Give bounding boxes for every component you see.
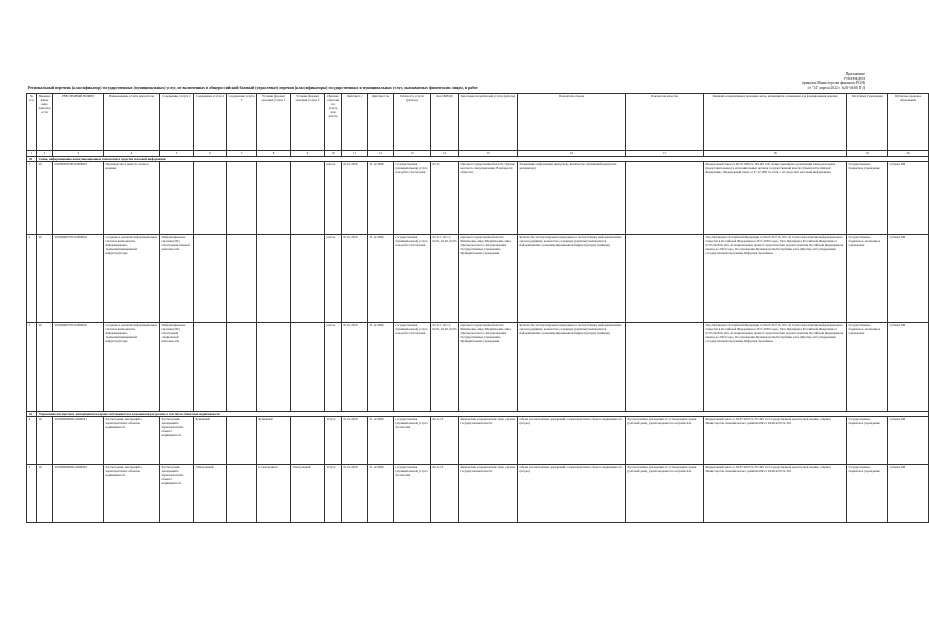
table-row — [27, 323, 929, 412]
cell-acts: Указ Президента Российской Федерации от 09.05.2017 № 203 «О Стратегии развития информационного общества в Российской Федерации на 2017-2030 годы»; Указ Президента Российской Федерации от 07.05.2018 № 204 «О национальных целях и стратегических задачах развития Российской Федерации на период до 2024 года»; Постановление Правительства Республики Саха (Якутия) «Об утверждении государственной программы Цифровая экономика» — [704, 323, 847, 412]
cell-ppo: Субъект РФ — [888, 323, 929, 412]
approval-line-4: от "14" апреля 2022 г. №01-04/60 П-Д — [807, 85, 865, 90]
column-number: 6 — [194, 151, 227, 157]
column-header: Показатели качества — [626, 94, 704, 151]
table-row — [27, 235, 929, 323]
column-header: Наименование вида деятельности — [37, 94, 53, 151]
cell-to: 31.12.2099 — [368, 323, 394, 412]
cell-num: 3 — [27, 323, 37, 412]
column-header: № п/п — [27, 94, 37, 151]
cell-to: 31.12.2099 — [368, 162, 394, 235]
cell-okved: 63.12 — [431, 162, 459, 235]
column-number: 8 — [257, 151, 291, 157]
table-row — [27, 162, 929, 235]
cell-types: Государственное бюджетное учреждение — [847, 465, 888, 523]
column-number: 11 — [342, 151, 368, 157]
column-header: Признак отнесения к услуге или работе — [325, 94, 342, 151]
cell-name: Создание и развитие информационных систем и компонентов информационно-телекоммуникационной инфраструктуры — [104, 235, 160, 323]
section-title: Управление имуществом, находящимся на праве собственности и земельными ресурсами, в том числе объектами недвижимости — [37, 412, 929, 417]
cell-f2 — [291, 162, 325, 235]
approval-line-2: УТВЕРЖДЕН — [843, 76, 865, 81]
column-header: РЕЕСТРОВЫЙ НОМЕР — [53, 94, 104, 151]
cell-name: Производство и выпуск сетевого издания — [104, 162, 160, 235]
column-header: Тип (типы) учреждения — [847, 94, 888, 151]
column-header: Код ОКВЭД — [431, 94, 459, 151]
column-header: Действует по — [368, 94, 394, 151]
cell-volume: Размещение информации (выпусков), Количество публикаций (выпусков, материалов) — [518, 162, 626, 235]
cell-f1: Бумажный — [257, 417, 291, 465]
cell-ppo: Субъект РФ — [888, 162, 929, 235]
column-header: Действует с — [342, 94, 368, 151]
cell-to: 31.12.2099 — [368, 235, 394, 323]
cell-quality: Рассмотренные декларации об установлении сроков (рабочий день), удовлетворенность потребителя — [626, 465, 704, 523]
cell-c3 — [227, 417, 257, 465]
cell-types: Государственное бюджетное учреждение — [847, 162, 888, 235]
section-title: Связь, информационно-коммуникационные технологии и средства массовой информации — [37, 157, 929, 162]
column-header: Показатели объема — [518, 94, 626, 151]
cell-quality: Рассмотренные декларации об установлении сроков (рабочий день), удовлетворенность потребителя — [626, 417, 704, 465]
cell-ppo: Субъект РФ — [888, 235, 929, 323]
column-number: 16 — [518, 151, 626, 157]
cell-from: 01.01.2020 — [342, 323, 368, 412]
cell-c1: Информационные системы (ИС) обеспечения типовой деятельности — [160, 235, 194, 323]
column-number: 15 — [459, 151, 518, 157]
column-number: 13 — [394, 151, 431, 157]
column-number: 10 — [325, 151, 342, 157]
cell-quality — [626, 235, 704, 323]
column-header: Условия (формы) оказания услуги 2 — [291, 94, 325, 151]
cell-to: 31.12.2099 — [368, 417, 394, 465]
cell-num: 1 — [27, 162, 37, 235]
column-number: 1 — [27, 151, 37, 157]
column-number: 5 — [160, 151, 194, 157]
cell-ppo: Субъект РФ — [888, 465, 929, 523]
column-number: 7 — [227, 151, 257, 157]
column-header: Платность услуги (работы) — [394, 94, 431, 151]
cell-types: Государственное бюджетное, автономное учреждение — [847, 323, 888, 412]
cell-kind: 16 — [37, 417, 53, 465]
cell-volume: Количество эксплуатируемых (введенных в эксплуатацию) информационных систем (единица), количество созданных (развитых) компонентов информационно-телекоммуникационной инфраструктуры (единица) — [518, 235, 626, 323]
cell-volume: Количество эксплуатируемых (введенных в эксплуатацию) информационных систем (единица), количество созданных (развитых) компонентов информационно-телекоммуникационной инфраструктуры (единица) — [518, 323, 626, 412]
cell-reg: 201000000706312000001 — [53, 162, 104, 235]
column-number: 3 — [53, 151, 104, 157]
cell-acts: Федеральный закон от 03.07.2016 № 237-ФЗ «О государственной кадастровой оценке»; Приказ Министерства экономического развития РФ от 04.06.2019 № 318 — [704, 417, 847, 465]
column-number: 14 — [431, 151, 459, 157]
cell-c2 — [194, 323, 227, 412]
column-number: 4 — [104, 151, 160, 157]
cell-f2 — [291, 235, 325, 323]
cell-f2 — [291, 417, 325, 465]
cell-quality — [626, 323, 704, 412]
cell-sign: Услуга — [325, 417, 342, 465]
column-header: Содержание услуги 2 — [194, 94, 227, 151]
approval-line-1: Приложение — [845, 72, 865, 76]
cell-cons: физические и юридические лица, органы государственной власти — [459, 417, 518, 465]
cell-okved: 63.11.1, 63.11, 62.01, 62.02, 62.03 — [431, 235, 459, 323]
cell-num: 2 — [27, 235, 37, 323]
cell-from: 01.01.2020 — [342, 162, 368, 235]
cell-c2 — [194, 162, 227, 235]
cell-volume: Объем рассмотренных деклараций о характеристиках объекта недвижимости (штука) — [518, 417, 626, 465]
cell-f2: Электронный — [291, 465, 325, 523]
cell-pay: государственная (муниципальная) услуга или работа бесплатная — [394, 323, 431, 412]
cell-name: Рассмотрение деклараций о характеристиках объектов недвижимости — [104, 465, 160, 523]
column-header: Реквизиты нормативных правовых актов, являющихся основанием для формирования перечня — [704, 94, 847, 151]
cell-c1: Рассмотрение деклараций о характеристиках объекта недвижимости — [160, 417, 194, 465]
cell-ppo: Субъект РФ — [888, 417, 929, 465]
cell-c2: Бумажный — [194, 417, 227, 465]
cell-c3 — [227, 465, 257, 523]
cell-reg: 201000000705312000045 — [53, 323, 104, 412]
document-title: Региональный перечень (классификатор) государственных (муниципальных) услуг, не включенных в общероссийский базовый (отраслевые) перечни (классификаторы) государственных и муниципальных услуг, оказываемых физическим лицам, и работ — [28, 86, 478, 90]
cell-c2: Электронный — [194, 465, 227, 523]
cell-reg: 201000000684112000042 — [53, 465, 104, 523]
column-header: Условия (формы) оказания услуги 1 — [257, 94, 291, 151]
cell-acts: Федеральный закон от 06.10.1999 № 184-ФЗ «Об общих принципах организации законодательных (представительных) и исполнительных органов государственной власти субъектов Российской Федерации»; Федеральный закон от 27.12.1991 № 2124-1 «О средствах массовой информации» — [704, 162, 847, 235]
cell-pay: государственная (муниципальная) услуга или работа бесплатная — [394, 162, 431, 235]
cell-c2 — [194, 235, 227, 323]
cell-c3 — [227, 323, 257, 412]
column-header: Публично-правовое образование — [888, 94, 929, 151]
cell-cons: Органы государственной власти; Физические лица; Юридические лица; Органы местного самоуправления; Государственные учреждения; Муниципальные учреждения — [459, 235, 518, 323]
cell-f1 — [257, 323, 291, 412]
cell-f1 — [257, 162, 291, 235]
column-number: 2 — [37, 151, 53, 157]
cell-c1 — [160, 162, 194, 235]
cell-name: Создание и развитие информационных систем и компонентов информационно-телекоммуникационной инфраструктуры — [104, 323, 160, 412]
column-number: 12 — [368, 151, 394, 157]
cell-kind: 20 — [37, 323, 53, 412]
cell-kind: 16 — [37, 465, 53, 523]
cell-pay: государственная (муниципальная) услуга бесплатная — [394, 465, 431, 523]
cell-f2 — [291, 323, 325, 412]
cell-okved: 84.11.13 — [431, 417, 459, 465]
column-number: 18 — [704, 151, 847, 157]
cell-c3 — [227, 162, 257, 235]
cell-num: 4 — [27, 417, 37, 465]
cell-pay: государственная (муниципальная) услуга бесплатная — [394, 417, 431, 465]
cell-f1: в электронном — [257, 465, 291, 523]
column-number: 19 — [847, 151, 888, 157]
header-row — [27, 94, 929, 151]
cell-types: Государственное бюджетное учреждение — [847, 417, 888, 465]
cell-quality — [626, 162, 704, 235]
section-number: 20 — [27, 157, 37, 162]
column-header: Содержание услуги 3 — [227, 94, 257, 151]
cell-from: 01.01.2020 — [342, 417, 368, 465]
cell-c3 — [227, 235, 257, 323]
cell-f1 — [257, 235, 291, 323]
column-header: Категории потребителей услуги (работы) — [459, 94, 518, 151]
cell-acts: Указ Президента Российской Федерации от 09.05.2017 № 203 «О Стратегии развития информационного общества в Российской Федерации на 2017-2030 годы»; Указ Президента Российской Федерации от 07.05.2018 № 204 «О национальных целях и стратегических задачах развития Российской Федерации на период до 2024 года»; Постановление Правительства Республики Саха (Якутия) «Об утверждении государственной программы Цифровая экономика» — [704, 235, 847, 323]
approval-line-3: приказом Министерства финансов РС(Я) — [802, 81, 865, 86]
cell-kind: 20 — [37, 162, 53, 235]
cell-cons: Органы государственной власти; Физические лица; Юридические лица; Органы местного самоуправления; Государственные учреждения; Муниципальные учреждения — [459, 323, 518, 412]
column-number: 20 — [888, 151, 929, 157]
column-number: 9 — [291, 151, 325, 157]
cell-c1: Рассмотрение деклараций о характеристиках объекта недвижимости — [160, 465, 194, 523]
column-header: Содержание услуги 1 — [160, 94, 194, 151]
cell-cons: Органы государственной власти; Органы местного самоуправления; В интересах общества — [459, 162, 518, 235]
cell-okved: 84.11.13 — [431, 465, 459, 523]
cell-from: 01.01.2020 — [342, 465, 368, 523]
cell-cons: физические и юридические лица, органы государственной власти — [459, 465, 518, 523]
cell-sign: работа — [325, 323, 342, 412]
cell-volume: Объем рассмотренных деклараций о характеристиках объекта недвижимости (штука) — [518, 465, 626, 523]
cell-num: 5 — [27, 465, 37, 523]
cell-name: Рассмотрение деклараций о характеристиках объектов недвижимости — [104, 417, 160, 465]
cell-acts: Федеральный закон от 03.07.2016 № 237-ФЗ «О государственной кадастровой оценке»; Приказ Министерства экономического развития РФ от 04.06.2019 № 318 — [704, 465, 847, 523]
cell-to: 31.12.2099 — [368, 465, 394, 523]
column-header: Наименование услуги или работы — [104, 94, 160, 151]
cell-types: Государственное бюджетное, автономное учреждение — [847, 235, 888, 323]
cell-sign: работа — [325, 235, 342, 323]
cell-reg: 201000000684112000041 — [53, 417, 104, 465]
table-row — [27, 417, 929, 465]
table-row — [27, 465, 929, 523]
section-number: 16 — [27, 412, 37, 417]
cell-reg: 201000000705312000043 — [53, 235, 104, 323]
cell-pay: государственная (муниципальная) услуга или работа бесплатная — [394, 235, 431, 323]
registry-table — [26, 93, 929, 523]
approval-stamp — [802, 72, 865, 90]
cell-kind: 20 — [37, 235, 53, 323]
cell-c1: Информационные системы (ИС) обеспечения специальной деятельности — [160, 323, 194, 412]
cell-okved: 63.11.1, 63.11, 62.01, 62.02, 62.03 — [431, 323, 459, 412]
cell-sign: работа — [325, 162, 342, 235]
column-number: 17 — [626, 151, 704, 157]
cell-from: 01.01.2020 — [342, 235, 368, 323]
cell-sign: Услуга — [325, 465, 342, 523]
